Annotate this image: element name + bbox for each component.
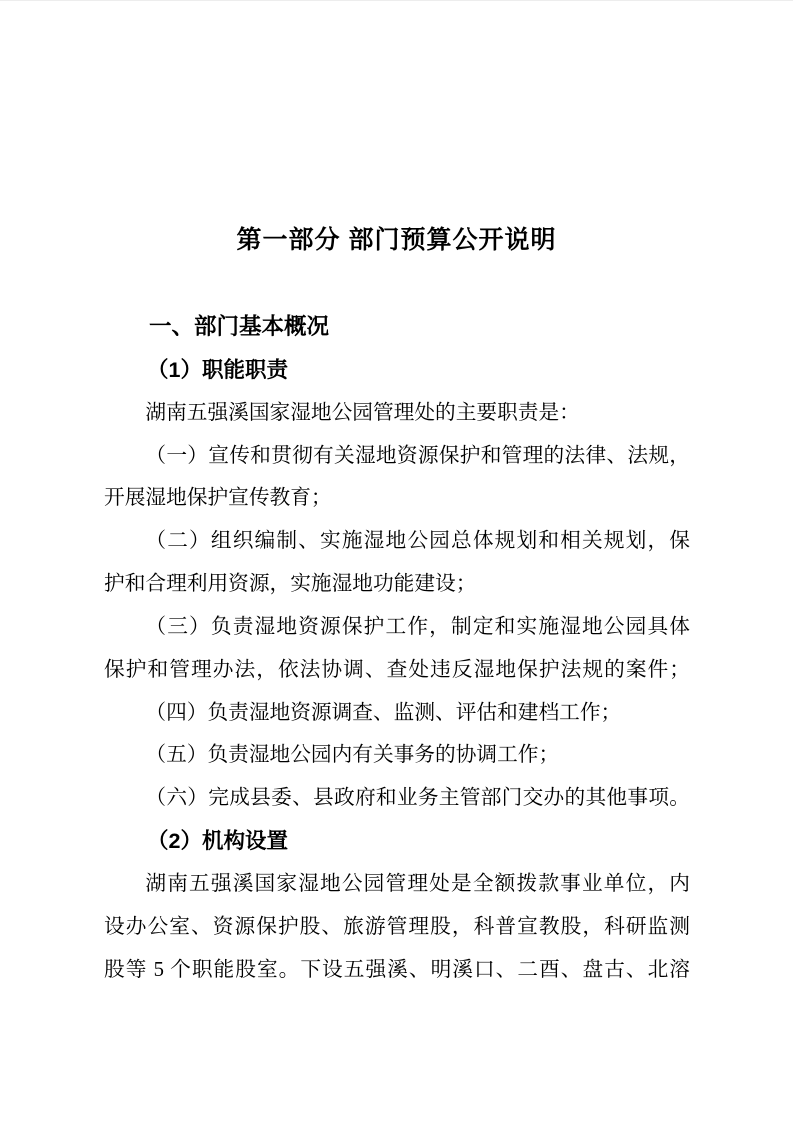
body-line-duty-4: （四）负责湿地资源调查、监测、评估和建档工作； — [145, 701, 622, 724]
body-line-duty-3a: （三）负责湿地资源保护工作，制定和实施湿地公园具体 — [145, 615, 690, 638]
subsection-heading-duties: （1）职能职责 — [147, 357, 288, 382]
body-line-org-2: 设办公室、资源保护股、旅游管理股，科普宣教股，科研监测 — [104, 915, 690, 938]
body-line-duty-5: （五）负责湿地公园内有关事务的协调工作； — [145, 744, 560, 767]
body-line-duty-6: （六）完成县委、县政府和业务主管部门交办的其他事项。 — [145, 787, 690, 810]
body-line-duty-3b: 保护和管理办法，依法协调、查处违反湿地保护法规的案件； — [104, 658, 690, 681]
body-line-duties-intro: 湖南五强溪国家湿地公园管理处的主要职责是： — [145, 401, 580, 424]
section-heading-basic-overview: 一、部门基本概况 — [149, 314, 330, 339]
body-line-duty-2a: （二）组织编制、实施湿地公园总体规划和相关规划，保 — [145, 530, 690, 553]
document-title: 第一部分 部门预算公开说明 — [236, 226, 557, 254]
body-line-duty-1a: （一）宣传和贯彻有关湿地资源保护和管理的法律、法规， — [145, 444, 690, 467]
subsection-heading-organization: （2）机构设置 — [147, 829, 288, 854]
body-line-org-3: 股等 5 个职能股室。下设五强溪、明溪口、二酉、盘古、北溶 — [104, 958, 690, 981]
page-top-edge — [0, 0, 793, 1]
body-line-org-1: 湖南五强溪国家湿地公园管理处是全额拨款事业单位，内 — [145, 872, 690, 895]
body-line-duty-1b: 开展湿地保护宣传教育； — [104, 487, 332, 510]
body-line-duty-2b: 护和合理利用资源，实施湿地功能建设； — [104, 573, 477, 596]
document-body — [104, 306, 690, 992]
